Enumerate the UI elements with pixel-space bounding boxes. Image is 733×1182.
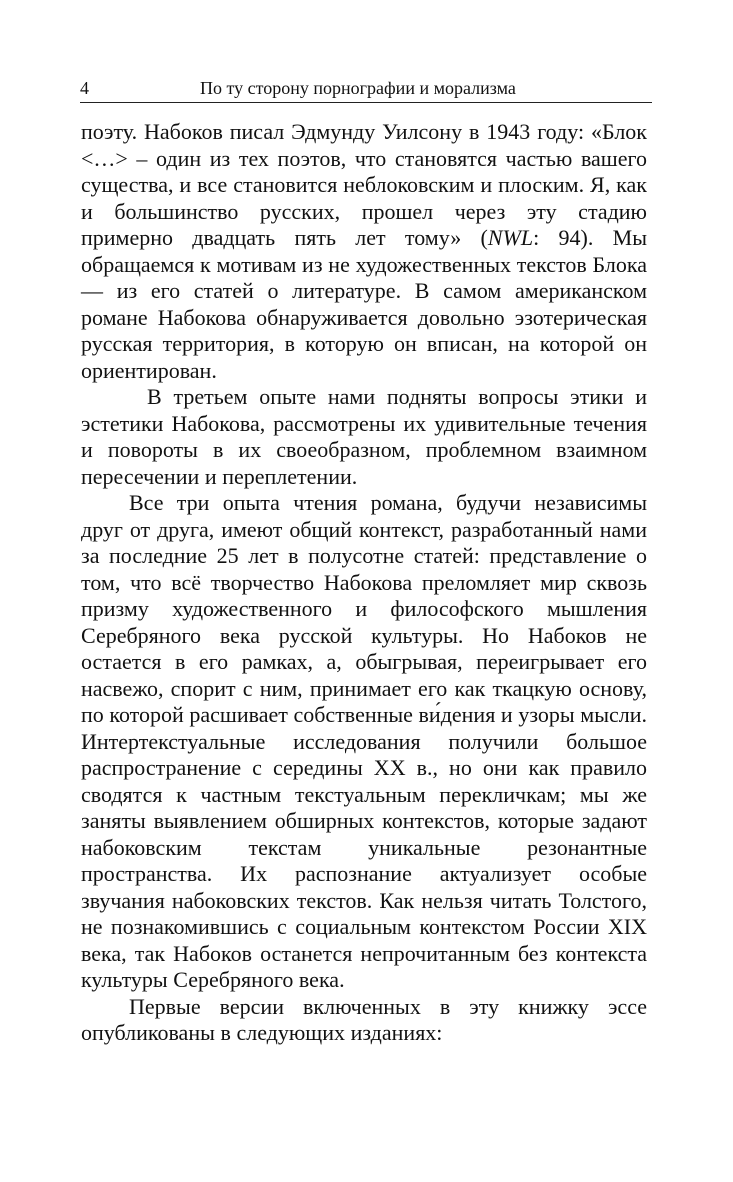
body-text <box>81 119 647 1047</box>
paragraph-1 <box>81 119 647 384</box>
page-header <box>80 76 653 102</box>
header-rule <box>80 102 652 103</box>
citation-abbreviation: NWL <box>487 225 534 250</box>
running-title: По ту сторону порнографии и морализма <box>200 78 516 98</box>
paragraph-1-text-a: поэту. Набоков писал Эдмунду Уилсону в 1943 году: «Блок <…> – один из тех поэтов, что становятся частью вашего существа, и все становится неблоковским и плоским. Я, как и большинство русских, прошел через эту стадию примерно двадцать пять лет тому» ( <box>81 119 647 250</box>
paragraph-4: Первые версии включенных в эту книжку эссе опубликованы в следующих изданиях: <box>81 993 647 1045</box>
paragraph-1-text-b: : 94). Мы обращаемся к мотивам из не художественных текстов Блока — из его статей о литературе. В самом американском романе Набокова обнаруживается довольно эзотерическая русская территория, в которую он вписан, на которой он ориентирован. <box>81 225 647 383</box>
paragraph-3: Все три опыта чтения романа, будучи независимы друг от друга, имеют общий контекст, разработанный нами за последние 25 лет в полусотне статей: представление о том, что всё творчество Набокова преломляет мир сквозь призму художественного и философского мышления Серебряного века русской культуры. Но Набоков не остается в его рамках, а, обыгрывая, переигрывает его насвежо, спорит с ним, принимает его как ткацкую основу, по которой расшивает собственные ви́дения и узоры мысли. Интертекстуальные исследования получили большое распространение с середины XX в., но они как правило сводятся к частным текстуальным перекличкам; мы же заняты выявлением обширных контекстов, которые задают набоковским текстам уникальные резонантные пространства. Их распознание актуализует особые звучания набоковских текстов. Как нельзя читать Толстого, не познакомившись с социальным контекстом России XIX века, так Набоков останется непрочитанным без контекста культуры Серебряного века. <box>81 490 647 992</box>
paragraph-2: В третьем опыте нами подняты вопросы этики и эстетики Набокова, рассмотрены их удивительные течения и повороты в их своеобразном, проблемном взаимном пересечении и переплетении. <box>81 384 647 489</box>
page-number: 4 <box>80 78 89 98</box>
